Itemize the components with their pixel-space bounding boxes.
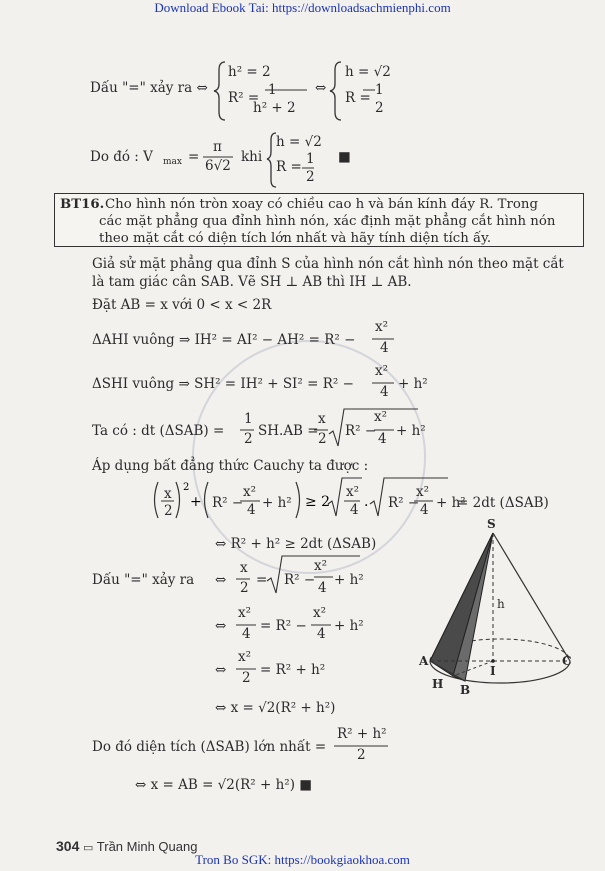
- problem-line-2: các mặt phẳng qua đỉnh hình nón, xác định mặt phẳng cắt hình nón: [99, 214, 556, 229]
- eq1-4: 4: [318, 580, 327, 596]
- khi-label: khi: [241, 149, 263, 165]
- c-x2b: x²: [346, 484, 360, 500]
- shi-num: x²: [375, 363, 389, 379]
- c-x: x: [164, 486, 172, 502]
- area-sqrt-tail: + h²: [396, 423, 426, 439]
- max-area-label: Do đó diện tích (ΔSAB) lớn nhất =: [92, 739, 327, 755]
- sys3-row1: h = √2: [276, 134, 322, 150]
- area-sqrt-den: 4: [378, 431, 387, 447]
- label-S: S: [487, 517, 496, 531]
- inequality-2: ⇔ R² + h² ≥ 2dt (ΔSAB): [215, 536, 377, 552]
- eq1-arrow: ⇔: [215, 572, 227, 588]
- equality-condition-label: Dấu "=" xảy ra ⇔: [90, 80, 208, 96]
- label-C: C: [562, 654, 572, 668]
- ahi-den: 4: [380, 340, 389, 356]
- eq2-tail: + h²: [334, 618, 364, 634]
- svg-text:+: +: [190, 494, 202, 510]
- c-r2: R² −: [212, 495, 244, 511]
- solution-line-3: Đặt AB = x với 0 < x < 2R: [92, 297, 272, 313]
- eq2-num: x²: [238, 605, 252, 621]
- c-4: 4: [247, 502, 256, 518]
- problem-box: [54, 193, 584, 247]
- page-number: 304: [56, 838, 80, 854]
- label-I: I: [490, 664, 496, 678]
- bookgiaokhoa-link[interactable]: Tron Bo SGK: https://bookgiaokhoa.com: [195, 852, 410, 867]
- area-sqrt-pre: R² −: [345, 423, 377, 439]
- sys1-row1: h² = 2: [228, 64, 271, 80]
- eq2-mid: = R² −: [260, 618, 307, 634]
- label-B: B: [460, 683, 471, 697]
- sys2-den: 2: [375, 100, 384, 116]
- c-r2b: R² −: [388, 495, 420, 511]
- footer-icon: ▭: [82, 842, 94, 854]
- eq2-den: 4: [242, 626, 251, 642]
- c-2: 2: [164, 503, 173, 519]
- cauchy-tail: = 2dt (ΔSAB): [457, 495, 549, 511]
- end-mark: ■: [338, 149, 351, 165]
- problem-label: BT16.: [60, 197, 105, 212]
- c-x2c: x²: [416, 484, 430, 500]
- sys2-row2-left: R =: [345, 90, 371, 106]
- shi-equation: ΔSHI vuông ⇒ SH² = IH² + SI² = R² −: [92, 376, 354, 392]
- label-H: H: [432, 677, 444, 691]
- max-area-den: 2: [357, 747, 366, 763]
- eq1-num: x: [240, 560, 248, 576]
- c-h2b: + h²: [436, 495, 466, 511]
- problem-line-3: theo mặt cắt có diện tích lớn nhất và hãy tính diện tích ấy.: [99, 231, 492, 246]
- eq3-num: x²: [238, 649, 252, 665]
- final-result: ⇔ x = AB = √2(R² + h²) ■: [135, 777, 313, 793]
- sys-arrow: ⇔: [315, 80, 327, 96]
- eq1-den: 2: [240, 580, 249, 596]
- svg-text:.: .: [364, 494, 369, 510]
- sys3-num: 1: [306, 151, 315, 167]
- c-4b: 4: [350, 502, 359, 518]
- cauchy-intro: Áp dụng bất đẳng thức Cauchy ta được :: [92, 458, 369, 474]
- eq2-x2: x²: [313, 605, 327, 621]
- half-den: 2: [244, 431, 253, 447]
- sys2-row1: h = √2: [345, 64, 391, 80]
- sys3-den: 2: [306, 169, 315, 185]
- problem-line-1: Cho hình nón tròn xoay có chiều cao h và bán kính đáy R. Trong: [105, 197, 538, 212]
- ahi-num: x²: [375, 319, 389, 335]
- area-mid: SH.AB =: [258, 423, 319, 439]
- sys3-row2-left: R =: [276, 159, 302, 175]
- label-h: h: [497, 597, 505, 611]
- eq3-den: 2: [242, 670, 251, 686]
- sys1-row2-left: R² =: [228, 90, 260, 106]
- area-x-den: 2: [318, 431, 327, 447]
- eq3-arrow: ⇔: [215, 662, 227, 678]
- shi-den: 4: [380, 384, 389, 400]
- svg-text:2: 2: [183, 482, 190, 493]
- sys2-num: 1: [375, 82, 384, 98]
- area-sqrt-num: x²: [374, 409, 388, 425]
- ahi-equation: ΔAHI vuông ⇒ IH² = AI² − AH² = R² −: [92, 332, 356, 348]
- eq2-arrow: ⇔: [215, 618, 227, 634]
- shi-tail: + h²: [398, 376, 428, 392]
- svg-text:≥ 2: ≥ 2: [305, 494, 331, 510]
- eq1-eq: =: [256, 572, 268, 588]
- c-4c: 4: [420, 502, 429, 518]
- eq3-mid: = R² + h²: [260, 662, 326, 678]
- sys1-den: h² + 2: [253, 100, 296, 116]
- eq2-4: 4: [317, 626, 326, 642]
- eq4: ⇔ x = √2(R² + h²): [215, 700, 336, 716]
- label-A: A: [419, 654, 429, 668]
- vmax-num: π: [213, 139, 222, 155]
- equality-label-2: Dấu "=" xảy ra: [92, 572, 195, 588]
- vmax-eq: =: [188, 149, 200, 165]
- sys1-num: 1: [268, 82, 277, 98]
- vmax-label: Do đó : V: [90, 149, 153, 165]
- solution-line-1: Giả sử mặt phẳng qua đỉnh S của hình nón cắt hình nón theo mặt cắt: [92, 256, 564, 272]
- download-link[interactable]: Download Ebook Tai: https://downloadsachmienphi.com: [154, 0, 451, 15]
- half-num: 1: [244, 411, 253, 427]
- area-x-num: x: [318, 411, 326, 427]
- c-h2: + h²: [262, 495, 292, 511]
- area-formula: Ta có : dt (ΔSAB) =: [92, 423, 225, 439]
- solution-line-2: là tam giác cân SAB. Vẽ SH ⊥ AB thì IH ⊥ AB.: [92, 274, 412, 290]
- vmax-sub: max: [163, 157, 182, 167]
- eq1-h2: + h²: [334, 572, 364, 588]
- c-x2: x²: [243, 484, 257, 500]
- author-name: Trần Minh Quang: [96, 839, 198, 854]
- max-area-num: R² + h²: [337, 726, 387, 742]
- vmax-den: 6√2: [205, 158, 231, 174]
- eq1-r2: R² −: [284, 572, 316, 588]
- eq1-x2: x²: [314, 558, 328, 574]
